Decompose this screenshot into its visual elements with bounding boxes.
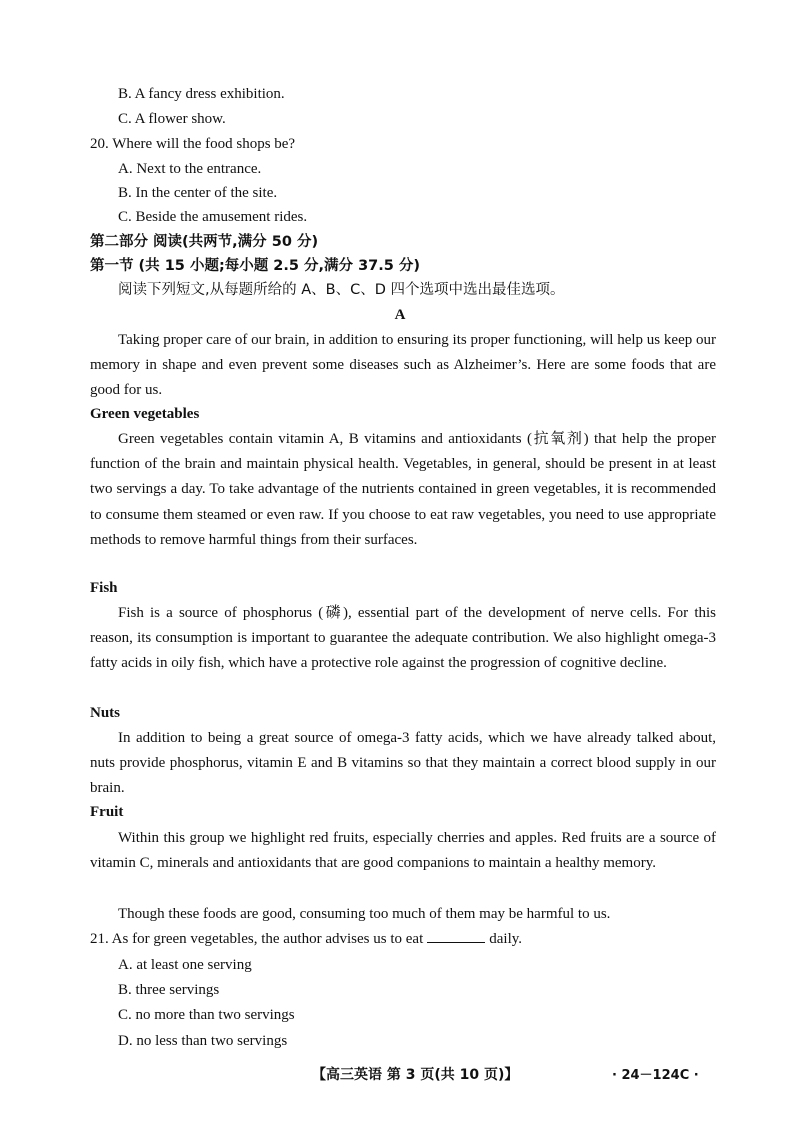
option-19-b: B. A fancy dress exhibition.	[118, 86, 285, 102]
section-1-title: 第一节 (共 15 小题;每小题 2.5 分,满分 37.5 分)	[90, 258, 421, 274]
paragraph-green-vegetables: Green vegetables contain vitamin A, B vitamins and antioxidants (抗氧剂) that help the proper function of the brain and maintain physical health. Vegetables, in general, should be present in at least two servings a day. To take advantage of the nutrients contained in green vegetables, it is recommended to consume them steamed or even raw. If you choose to eat raw vegetables, you need to use appropriate methods to remove harmful things from their surfaces.	[90, 431, 716, 548]
heading-green-vegetables: Green vegetables	[90, 406, 200, 422]
exam-code: · 24－124C ·	[612, 1068, 699, 1083]
heading-fish: Fish	[90, 580, 118, 596]
paragraph-nuts: In addition to being a great source of omega-3 fatty acids, which we have already talked about, nuts provide phosphorus, vitamin E and B vitamins so that they maintain a correct blood supply in our brain.	[90, 730, 716, 797]
option-21-d: D. no less than two servings	[118, 1033, 288, 1049]
page-footer-label: 【高三英语 第 3 页(共 10 页)】	[312, 1067, 519, 1083]
option-19-c: C. A flower show.	[118, 111, 226, 127]
option-21-a: A. at least one serving	[118, 957, 252, 973]
question-21-stem-after: daily.	[489, 931, 523, 947]
passage-letter: A	[394, 307, 406, 323]
answer-blank	[427, 930, 485, 943]
option-21-b: B. three servings	[118, 982, 220, 998]
question-20-stem: 20. Where will the food shops be?	[90, 136, 296, 152]
option-20-a: A. Next to the entrance.	[118, 161, 262, 177]
option-20-c: C. Beside the amusement rides.	[118, 209, 308, 225]
question-21-stem-before: 21. As for green vegetables, the author advises us to eat	[90, 931, 424, 947]
reading-instruction: 阅读下列短文,从每题所给的 A、B、C、D 四个选项中选出最佳选项。	[118, 282, 565, 298]
paragraph-fruit: Within this group we highlight red fruits, especially cherries and apples. Red fruits are a source of vitamin C, minerals and antioxidants that are good companions to maintain a healthy memory.	[90, 830, 716, 872]
part-2-title: 第二部分 阅读(共两节,满分 50 分)	[90, 234, 319, 250]
option-20-b: B. In the center of the site.	[118, 185, 278, 201]
question-21-stem	[90, 929, 522, 949]
option-21-c: C. no more than two servings	[118, 1007, 295, 1023]
heading-fruit: Fruit	[90, 804, 124, 820]
passage-intro: Taking proper care of our brain, in addition to ensuring its proper functioning, will help us keep our memory in shape and even prevent some diseases such as Alzheimer’s. Here are some foods that are good for us.	[90, 332, 716, 399]
heading-nuts: Nuts	[90, 705, 121, 721]
passage-closing: Though these foods are good, consuming too much of them may be harmful to us.	[118, 906, 611, 922]
paragraph-fish: Fish is a source of phosphorus (磷), essential part of the development of nerve cells. For this reason, its consumption is important to guarantee the adequate contribution. We also highlight omega-3 fatty acids in oily fish, which have a protective role against the progression of cognitive decline.	[90, 605, 716, 672]
